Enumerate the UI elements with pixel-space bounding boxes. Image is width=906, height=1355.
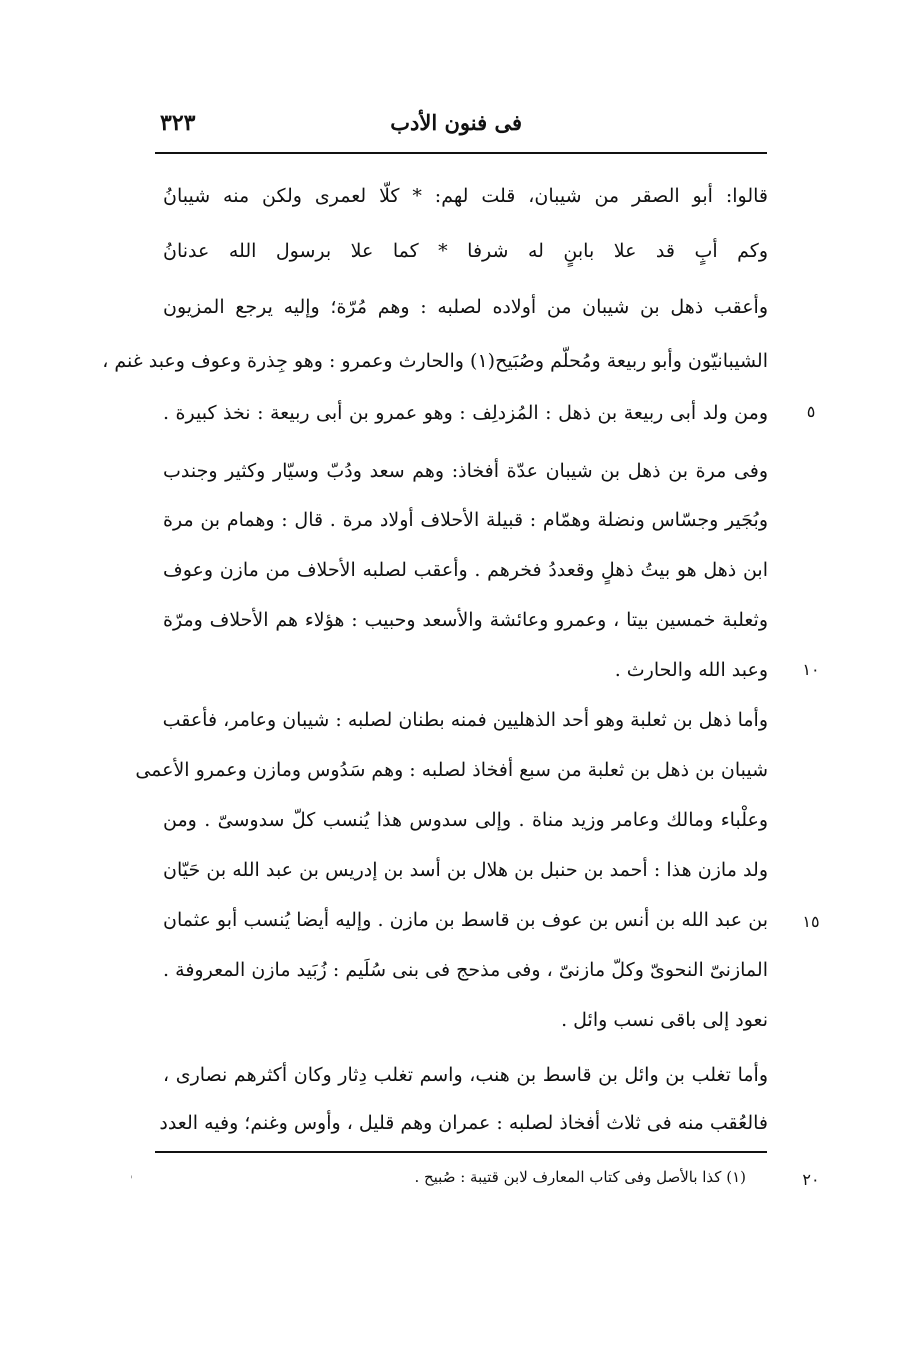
margin-line-number: ٥: [806, 402, 816, 421]
text-line: ولد مازن هذا : أحمد بن حنبل بن هلال بن أسد بن إدريس بن عبد الله بن حَيّان: [163, 859, 768, 881]
text-line: وأعقب ذهل بن شيبان من أولاده لصلبه : وهم مُرّة؛ وإليه يرجع المزيون: [163, 296, 768, 318]
text-line: فالعُقب منه فى ثلاث أفخاذ لصلبه : عمران وهم قليل ، وأوس وغنم؛ وفيه العدد: [159, 1112, 768, 1134]
text-line: نعود إلى باقى نسب وائل .: [561, 1009, 768, 1031]
text-line: وعلْباء ومالك وعامر وزيد مناة . وإلى سدوس هذا يُنسب كلّ سدوسىّ . ومن: [163, 809, 768, 831]
margin-line-number: ١٠: [802, 660, 820, 679]
margin-line-number: ٢٠: [802, 1170, 820, 1189]
footnote-rule: [155, 1151, 767, 1153]
running-header: [155, 100, 767, 150]
header-rule: [155, 152, 767, 154]
text-line: وكم أبٍ قد علا بابنٍ له شرفا * كما علا برسول الله عدنانُ: [163, 240, 768, 262]
text-line: الشيبانيّون وأبو ربيعة ومُحلّم وصُبَيح(١) والحارث وعمرو : وهو جِذرة وعوف وعبد غنم ،: [102, 350, 768, 372]
margin-line-number: ١٥: [802, 912, 820, 931]
page-number: ٣٢٣: [160, 110, 196, 136]
text-line: قالوا: أبو الصقر من شيبان، قلت لهم: * كلّا لعمرى ولكن منه شيبانُ: [163, 185, 768, 207]
text-line: ابن ذهل هو بيتُ ذهلٍ وقعددُ فخرهم . وأعقب لصلبه الأحلاف من مازن وعوف: [163, 559, 768, 581]
text-line: بن عبد الله بن أنس بن عوف بن قاسط بن مازن . وإليه أيضا يُنسب أبو عثمان: [163, 909, 768, 931]
text-line: وثعلبة خمسين بيتا ، وعمرو وعائشة والأسعد وحبيب : هؤلاء هم الأحلاف ومرّة: [163, 609, 768, 631]
page-title: فى فنون الأدب: [390, 110, 522, 135]
text-line: وأما تغلب بن وائل بن قاسط بن هنب، واسم تغلب دِثار وكان أكثرهم نصارى ،: [163, 1064, 768, 1086]
text-line: وبُجَير وجسّاس ونضلة وهمّام : قبيلة الأحلاف أولاد مرة . قال : وهمام بن مرة: [163, 509, 768, 531]
text-line: وفى مرة بن ذهل بن شيبان عدّة أفخاذ: وهم سعد ودُبّ وسيّار وكثير وجندب: [163, 460, 768, 482]
scan-speck: ': [130, 1175, 133, 1186]
text-line: ومن ولد أبى ربيعة بن ذهل : المُزدلِف : وهو عمرو بن أبى ربيعة : نخذ كبيرة .: [163, 402, 768, 424]
text-line: المازنىّ النحوىّ وكلّ مازنىّ ، وفى مذحج فى بنى سُلَيم : زُبَيد مازن المعروفة .: [163, 959, 768, 981]
text-line: وأما ذهل بن ثعلبة وهو أحد الذهليين فمنه بطنان لصلبه : شيبان وعامر، فأعقب: [162, 709, 768, 731]
text-line: شيبان بن ذهل بن ثعلبة من سبع أفخاذ لصلبه : وهم سَدُوس ومازن وعمرو الأعمى: [135, 759, 768, 781]
text-line: وعبد الله والحارث .: [614, 659, 768, 681]
footnote: (١) كذا بالأصل وفى كتاب المعارف لابن قتيبة : صُبيح .: [414, 1168, 746, 1186]
